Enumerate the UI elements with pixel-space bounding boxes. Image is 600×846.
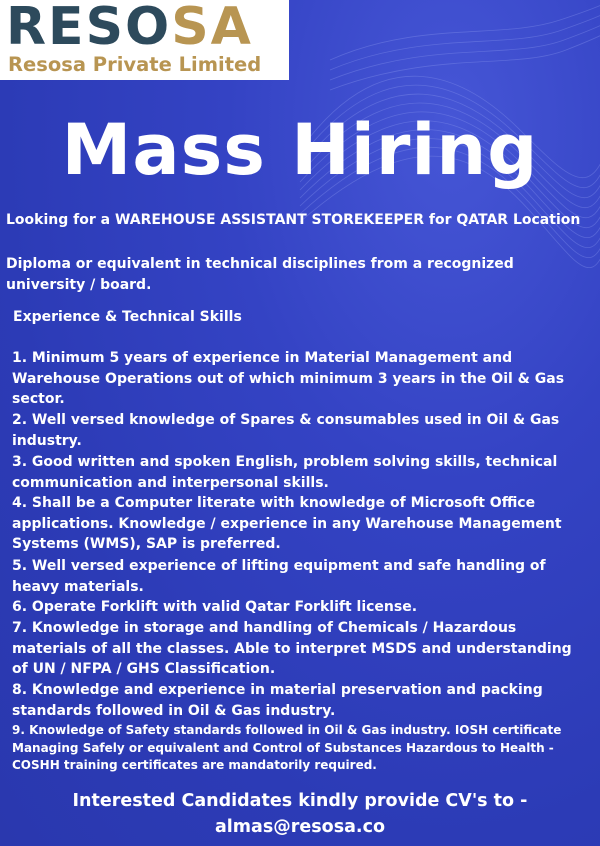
skill-item-6: 6. Operate Forklift with valid Qatar Forklift license. <box>12 599 418 615</box>
skill-item-1: 1. Minimum 5 years of experience in Material Management and Warehouse Operations out of which minimum 3 years in the Oil & Gas sector. <box>12 350 565 408</box>
skills-heading: Experience & Technical Skills <box>13 309 242 325</box>
skill-item-9: 9. Knowledge of Safety standards followed in Oil & Gas industry. IOSH certificate Managing Safely or equivalent and Control of Substances Hazardous to Health - COSHH training certificates are mandatorily required. <box>12 723 562 772</box>
cta-line: Interested Candidates kindly provide CV's to - <box>72 791 528 811</box>
skill-item-4: 4. Shall be a Computer literate with knowledge of Microsoft Office applications. Knowledge / experience in any Warehouse Management Systems (WMS), SAP is preferred. <box>12 495 562 553</box>
role-line: Looking for a WAREHOUSE ASSISTANT STOREKEEPER for QATAR Location <box>6 212 581 228</box>
skill-item-8: 8. Knowledge and experience in material preservation and packing standards followed in Oil & Gas industry. <box>12 682 543 719</box>
logo-wordmark <box>6 0 286 56</box>
education-line: Diploma or equivalent in technical disciplines from a recognized university / board. <box>6 256 514 293</box>
skill-item-2: 2. Well versed knowledge of Spares & consumables used in Oil & Gas industry. <box>12 412 560 449</box>
contact-email[interactable]: almas@resosa.co <box>215 817 385 837</box>
headline: Mass Hiring <box>61 109 539 191</box>
logo-company-name: Resosa Private Limited <box>8 53 262 76</box>
logo-wordmark-part2: SA <box>171 0 253 57</box>
skill-item-5: 5. Well versed experience of lifting equipment and safe handling of heavy materials. <box>12 558 546 595</box>
skill-item-7: 7. Knowledge in storage and handling of Chemicals / Hazardous materials of all the classes. Able to interpret MSDS and understanding of UN / NFPA / GHS Classification. <box>12 620 572 678</box>
company-logo <box>0 0 289 80</box>
skill-item-3: 3. Good written and spoken English, problem solving skills, technical communication and interpersonal skills. <box>12 454 558 491</box>
logo-wordmark-part1: RESO <box>6 0 172 57</box>
